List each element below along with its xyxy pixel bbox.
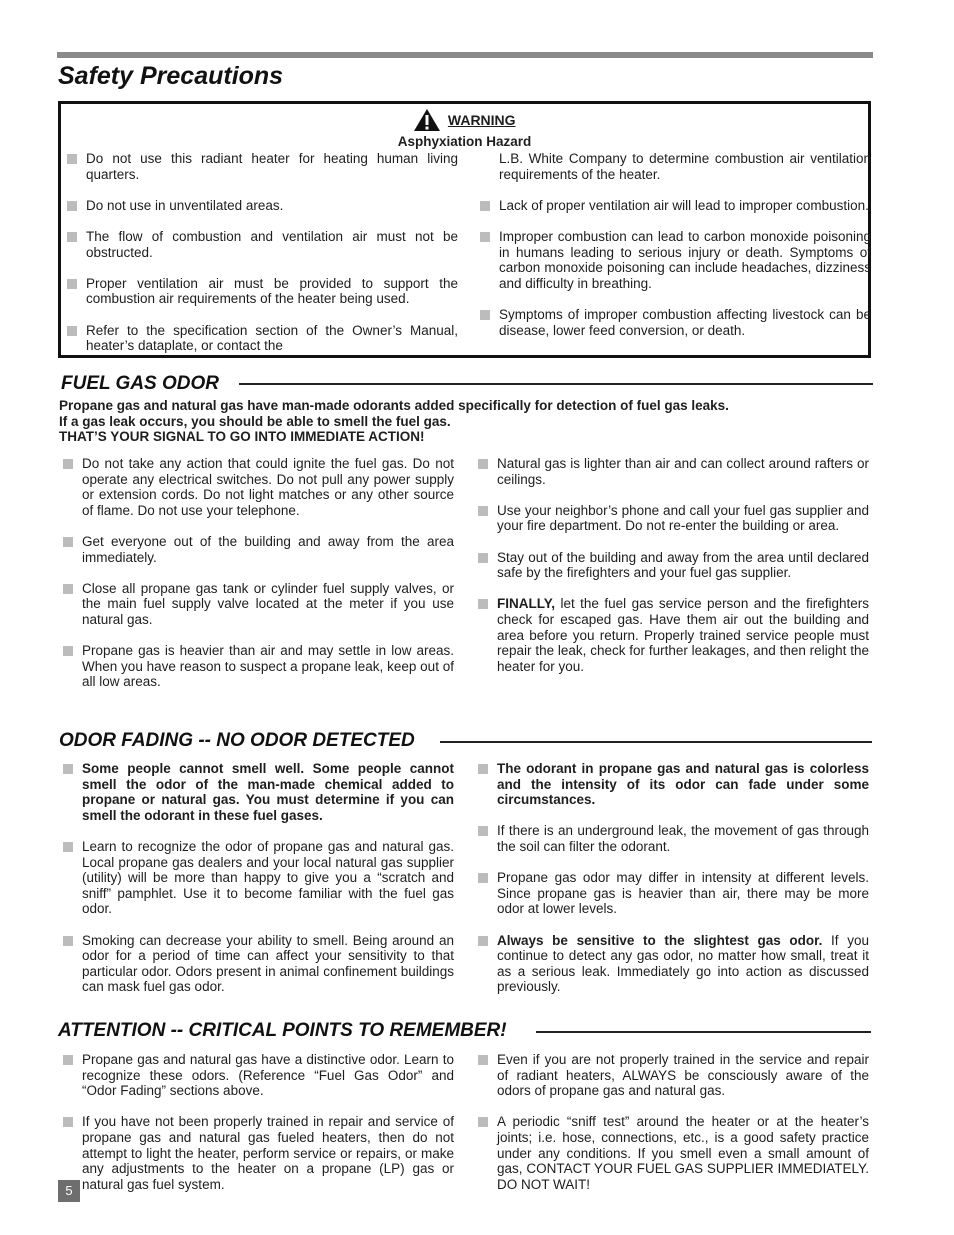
- list-item: Use your neighbor’s phone and call your fuel gas supplier and your fire department. Do not re-enter the building or area.: [475, 503, 869, 534]
- list-item: Stay out of the building and away from the area until declared safe by the firefighters and your fuel gas supplier.: [475, 550, 869, 581]
- warning-header: [61, 108, 868, 132]
- list-item: Refer to the specification section of the Owner’s Manual, heater’s dataplate, or contact the: [64, 323, 458, 354]
- warning-box: [58, 101, 871, 358]
- fuel-gas-left-column: [60, 456, 454, 706]
- bullet-square-icon: [67, 201, 77, 211]
- section-rule: [536, 1031, 871, 1033]
- bullet-square-icon: [478, 764, 488, 774]
- bullet-square-icon: [67, 279, 77, 289]
- section-title-fuel-gas-odor: FUEL GAS ODOR: [61, 373, 219, 394]
- list-item: Improper combustion can lead to carbon monoxide poisoning in humans leading to serious injury or death. Symptoms of carbon monoxide poisoning can include headaches, dizziness and difficulty in breathing.: [477, 229, 871, 291]
- bullet-square-icon: [478, 936, 488, 946]
- page-title: Safety Precautions: [58, 62, 284, 90]
- list-item: Close all propane gas tank or cylinder fuel supply valves, or the main fuel supply valve located at the meter if you use natural gas.: [60, 581, 454, 628]
- odor-fading-left-column: [60, 761, 454, 1011]
- section-title-attention: ATTENTION -- CRITICAL POINTS TO REMEMBER!: [58, 1020, 507, 1041]
- list-item: Natural gas is lighter than air and can collect around rafters or ceilings.: [475, 456, 869, 487]
- list-item: If there is an underground leak, the movement of gas through the soil can filter the odorant.: [475, 823, 869, 854]
- fuel-gas-intro: Propane gas and natural gas have man-made odorants added specifically for detection of fuel gas leaks. If a gas leak occurs, you should be able to smell the fuel gas. THAT’S YOUR SIGNAL TO GO INTO IMMEDIATE ACTION!: [59, 398, 729, 445]
- bullet-square-icon: [67, 154, 77, 164]
- list-item: If you have not been properly trained in repair and service of propane gas and natural gas fueled heaters, then do not attempt to light the heater, perform service or repairs, or make any adjustments to the heater on a propane (LP) gas or natural gas fuel system.: [60, 1114, 454, 1192]
- top-rule: [57, 52, 873, 58]
- bullet-square-icon: [63, 1055, 73, 1065]
- list-item: Symptoms of improper combustion affecting livestock can be disease, lower feed conversion, or death.: [477, 307, 871, 338]
- bullet-square-icon: [63, 584, 73, 594]
- bullet-square-icon: [478, 826, 488, 836]
- warning-triangle-icon: [413, 108, 441, 132]
- bullet-square-icon: [63, 1117, 73, 1127]
- bullet-square-icon: [63, 764, 73, 774]
- bullet-square-icon: [478, 506, 488, 516]
- bullet-square-icon: [63, 842, 73, 852]
- bullet-square-icon: [478, 553, 488, 563]
- list-item: Even if you are not properly trained in the service and repair of radiant heaters, ALWAYS be consciously aware of the odors of propane gas and natural gas.: [475, 1052, 869, 1099]
- bullet-square-icon: [63, 936, 73, 946]
- bullet-square-icon: [478, 1117, 488, 1127]
- list-item: Smoking can decrease your ability to smell. Being around an odor for a period of time can affect your sensitivity to that particular odor. Odors present in animal confinement buildings can mask fuel gas odor.: [60, 933, 454, 995]
- bullet-square-icon: [63, 459, 73, 469]
- bullet-square-icon: [478, 873, 488, 883]
- list-item: The odorant in propane gas and natural gas is colorless and the intensity of its odor can fade under some circumstances.: [475, 761, 869, 808]
- bullet-square-icon: [63, 537, 73, 547]
- list-item: Get everyone out of the building and away from the area immediately.: [60, 534, 454, 565]
- warning-right-column: [477, 151, 871, 354]
- list-item: Propane gas and natural gas have a distinctive odor. Learn to recognize these odors. (Reference “Fuel Gas Odor” and “Odor Fading” sections above.: [60, 1052, 454, 1099]
- list-item-continuation: L.B. White Company to determine combustion air ventilation requirements of the heater.: [499, 151, 871, 182]
- list-item: Propane gas odor may differ in intensity at different levels. Since propane gas is heavier than air, there may be more odor at lower levels.: [475, 870, 869, 917]
- bullet-square-icon: [480, 201, 490, 211]
- warning-label: WARNING: [447, 112, 516, 128]
- bullet-square-icon: [63, 646, 73, 656]
- section-rule: [239, 383, 873, 385]
- bullet-square-icon: [478, 1055, 488, 1065]
- list-item: Lack of proper ventilation air will lead to improper combustion.: [477, 198, 871, 214]
- bullet-square-icon: [480, 310, 490, 320]
- bullet-square-icon: [480, 232, 490, 242]
- bullet-square-icon: [67, 232, 77, 242]
- list-item: FINALLY, let the fuel gas service person and the firefighters check for escaped gas. Have them air out the building and area before you return. Properly trained service people must repair the leak, check for further leakages, and then relight the heater for you.: [475, 596, 869, 674]
- warning-left-column: [64, 151, 458, 369]
- section-title-odor-fading: ODOR FADING -- NO ODOR DETECTED: [59, 730, 415, 751]
- list-item: Learn to recognize the odor of propane gas and natural gas. Local propane gas dealers and your local natural gas supplier (utility) will be more than happy to give you a “scratch and sniff” pamphlet. Use it to become familiar with the fuel gas odor.: [60, 839, 454, 917]
- section-rule: [440, 741, 872, 743]
- odor-fading-right-column: [475, 761, 869, 1011]
- bullet-square-icon: [478, 599, 488, 609]
- bullet-square-icon: [67, 326, 77, 336]
- list-item: Propane gas is heavier than air and may settle in low areas. When you have reason to suspect a propane leak, keep out of all low areas.: [60, 643, 454, 690]
- bullet-square-icon: [478, 459, 488, 469]
- list-item: Proper ventilation air must be provided to support the combustion air requirements of the heater being used.: [64, 276, 458, 307]
- attention-right-column: [475, 1052, 869, 1208]
- attention-left-column: [60, 1052, 454, 1208]
- list-item: Do not use this radiant heater for heating human living quarters.: [64, 151, 458, 182]
- list-item: Some people cannot smell well. Some people cannot smell the odor of the man-made chemical added to propane or natural gas. You must determine if you can smell the odorant in these fuel gases.: [60, 761, 454, 823]
- list-item: Do not use in unventilated areas.: [64, 198, 458, 214]
- hazard-title: Asphyxiation Hazard: [397, 134, 532, 149]
- list-item: Do not take any action that could ignite the fuel gas. Do not operate any electrical switches. Do not pull any power supply or extension cords. Do not light matches or any other source of flame. Do not use your telephone.: [60, 456, 454, 518]
- page-number: 5: [58, 1180, 80, 1202]
- fuel-gas-right-column: [475, 456, 869, 690]
- list-item: A periodic “sniff test” around the heater or at the heater’s joints; i.e. hose, connections, etc., is a good safety practice under any conditions. If you smell even a small amount of gas, CONTACT YOUR FUEL GAS SUPPLIER IMMEDIATELY. DO NOT WAIT!: [475, 1114, 869, 1192]
- list-item: Always be sensitive to the slightest gas odor. If you continue to detect any gas odor, no matter how small, treat it as a serious leak. Immediately go into action as discussed previously.: [475, 933, 869, 995]
- list-item: The flow of combustion and ventilation air must not be obstructed.: [64, 229, 458, 260]
